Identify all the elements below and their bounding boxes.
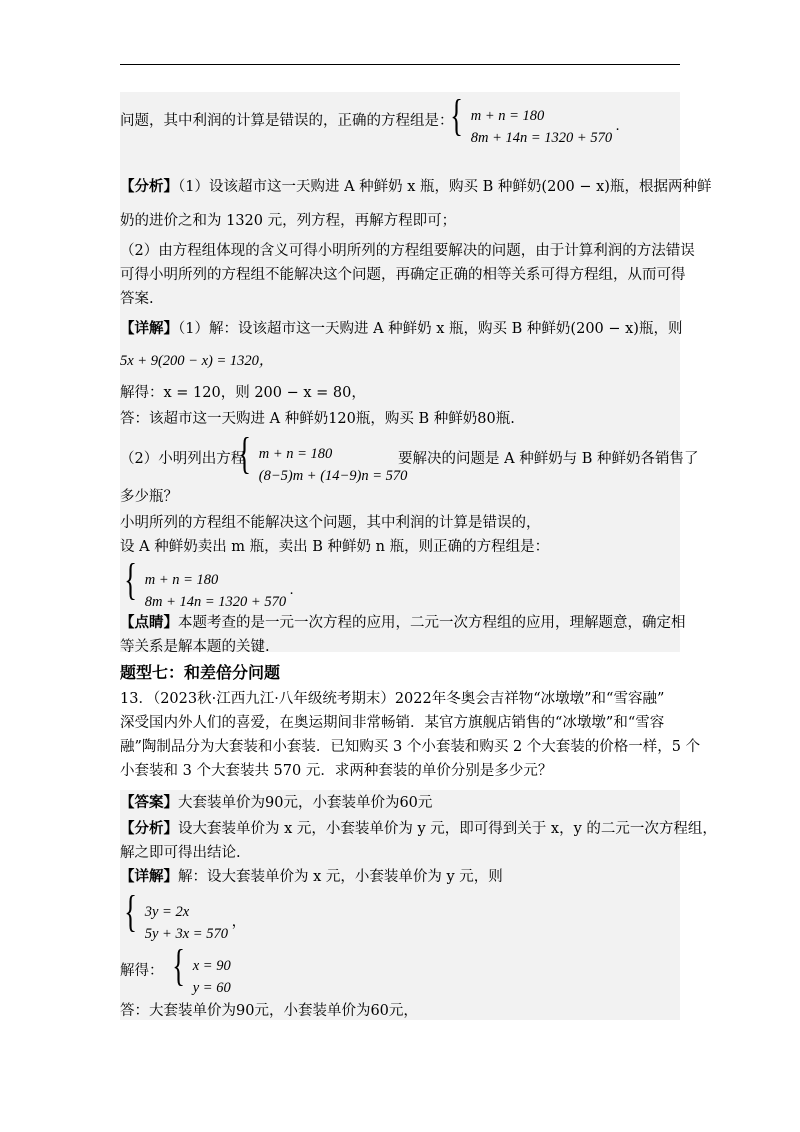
detail2-line-1: 【详解】解：设大套装单价为 x 元，小套装单价为 y 元，则 (120, 868, 503, 885)
detail-line-4: （2）小明列出方程 (120, 451, 246, 467)
detail-line-5: 多少瓶？ (120, 489, 178, 505)
prev-conclusion: 问题，其中利润的计算是错误的，正确的方程组是： (120, 113, 454, 129)
prev-equation-system: { m + n = 180 8m + 14n = 1320 + 570 . (450, 91, 620, 146)
comment-line-2: 等关系是解本题的关键. (120, 639, 270, 655)
detail-line-4-post: 要解决的问题是 A 种鲜奶与 B 种鲜奶各销售了 (398, 451, 699, 467)
question-line-2: 深受国内外人们的喜爱，在奥运期间非常畅销．某官方旗舰店销售的“冰墩墩”和“雪容 (120, 715, 665, 731)
analysis-line-2: 奶的进价之和为 1320 元，列方程，再解方程即可； (120, 213, 457, 229)
analysis-line-5: 答案. (120, 291, 154, 307)
header-rule (120, 64, 680, 65)
detail-line-1: 【详解】（1）解：设该超市这一天购进 A 种鲜奶 x 瓶，购买 B 种鲜奶(200 − x)瓶，则 (120, 320, 683, 337)
detail-equation-system-2: { m + n = 180 8m + 14n = 1320 + 570 . (124, 555, 294, 610)
detail-line-7: 设 A 种鲜奶卖出 m 瓶，卖出 B 种鲜奶 n 瓶，则正确的方程组是： (120, 539, 550, 555)
question-line-3: 融”陶制品分为大套装和小套装．已知购买 3 个小套装和购买 2 个大套装的价格一样，5 个 (120, 739, 701, 755)
answer-line: 【答案】大套装单价为90元，小套装单价为60元 (120, 794, 433, 811)
detail-equation-1: 5x + 9(200 − x) = 1320， (120, 353, 274, 369)
detail-line-2: 解得：x = 120，则 200 − x = 80， (120, 385, 366, 401)
section-title: 题型七：和差倍分问题 (120, 663, 281, 682)
analysis-line-3: （2）由方程组体现的含义可得小明所列的方程组要解决的问题，由于计算利润的方法错误 (120, 243, 695, 259)
analysis-line-1: 【分析】（1）设该超市这一天购进 A 种鲜奶 x 瓶，购买 B 种鲜奶(200 − x)瓶，根据两种鲜 (120, 178, 712, 195)
question-line-1: 13．（2023秋·江西九江·八年级统考期末）2022年冬奥会吉祥物“冰墩墩”和“雪容融” (120, 691, 665, 707)
comment-line-1: 【点睛】本题考查的是一元一次方程的应用，二元一次方程组的应用，理解题意，确定相 (120, 614, 686, 631)
detail2-solve-label: 解得： (120, 963, 164, 979)
question-line-4: 小套装和 3 个大套装共 570 元．求两种套装的单价分别是多少元？ (120, 763, 553, 779)
detail-equation-system-1: { m + n = 180 (8−5)m + (14−9)n = 570 (238, 429, 408, 484)
analysis2-line-1: 【分析】设大套装单价为 x 元，小套装单价为 y 元，即可得到关于 x，y 的二元一次方程组， (120, 820, 717, 837)
analysis2-line-2: 解之即可得出结论. (120, 845, 241, 861)
detail2-final-answer: 答：大套装单价为90元，小套装单价为60元， (120, 1003, 418, 1019)
detail-line-6: 小明所列的方程组不能解决这个问题，其中利润的计算是错误的， (120, 515, 541, 531)
detail2-solution-system: { x = 90 y = 60 (172, 941, 231, 996)
detail2-equation-system: { 3y = 2x 5y + 3x = 570 ， (124, 887, 247, 942)
detail-line-3: 答：该超市这一天购进 A 种鲜奶120瓶，购买 B 种鲜奶80瓶. (120, 411, 515, 427)
analysis-line-4: 可得小明所列的方程组不能解决这个问题，再确定正确的相等关系可得方程组，从而可得 (120, 267, 686, 283)
